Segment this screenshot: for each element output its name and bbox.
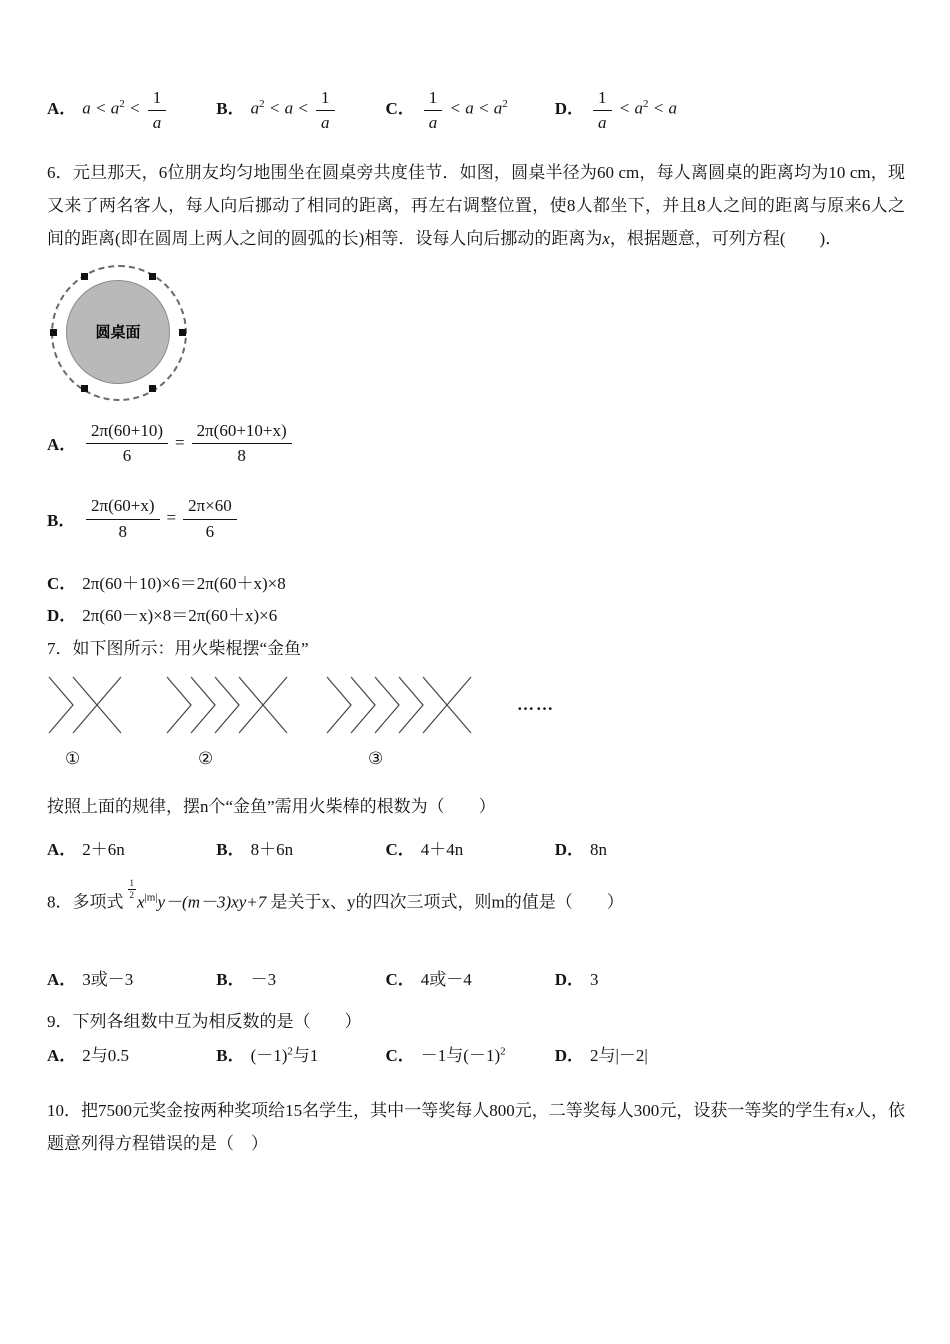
q6-option-a xyxy=(47,419,905,467)
q6-text-part1: 6．元旦那天，6位朋友均匀地围坐在圆桌旁共度佳节．如图，圆桌半径为60 cm，每人离圆桌的距离均为10 cm，现又来了两名客人，每人向后挪动了相同的距离，再左右调整位置，使8人都坐下，并且8人之间的距离与原来6人之间的距离(即在圆周上两人之间的圆弧的长)相等．设每人向后挪动的距离为 xyxy=(47,162,905,248)
option-label: A． xyxy=(47,1045,77,1065)
fraction-denominator: a xyxy=(428,113,438,133)
q10-variable-x: x xyxy=(846,1100,854,1120)
q7-options-row xyxy=(47,833,905,866)
fraction xyxy=(316,86,335,134)
option-text: 8n xyxy=(590,840,608,860)
round-table-figure xyxy=(51,265,189,403)
option-text: 2与|－2| xyxy=(590,1045,648,1065)
fraction-numerator: 1 xyxy=(148,86,167,111)
q8-exponent: |m| xyxy=(144,892,158,905)
fraction-numerator: 1 xyxy=(593,86,612,111)
option-label: B． xyxy=(216,1045,245,1065)
q6-option-d xyxy=(47,600,905,632)
option-text: 3 xyxy=(590,970,599,990)
q8-text-pre: 8．多项式 xyxy=(47,892,124,912)
q10-text xyxy=(47,1094,905,1160)
option-label: C． xyxy=(385,970,415,990)
seat-dot xyxy=(50,329,57,336)
option-label: B． xyxy=(47,510,76,530)
q8-option-a xyxy=(47,964,212,996)
q9-option-c xyxy=(386,1040,551,1072)
table-label: 圆桌面 xyxy=(95,325,141,342)
fraction-denominator: 8 xyxy=(118,521,127,541)
option-text: 3或－3 xyxy=(82,970,134,990)
fraction-denominator: a xyxy=(152,113,162,133)
formula-text: < a < a xyxy=(445,98,503,118)
q7-title: 7．如下图所示：用火柴棍摆“金鱼” xyxy=(47,638,309,658)
option-text: 2π(60＋10)×6＝2π(60＋x)×8 xyxy=(82,573,286,593)
option-text: 4＋4n xyxy=(420,840,464,860)
q9-option-a xyxy=(47,1040,212,1072)
option-text: 8＋6n xyxy=(250,840,294,860)
option-label: A． xyxy=(47,840,77,860)
option-label: A． xyxy=(47,98,77,118)
fraction-numerator: 2π(60+10+x) xyxy=(192,419,292,444)
option-label: A． xyxy=(47,435,77,455)
q5-options-row xyxy=(47,86,905,134)
q6-text-part2: ，根据题意，可列方程( )． xyxy=(609,228,843,248)
q8-formula-rest: y－(m－3)xy+7 xyxy=(157,892,267,912)
q9-option-b xyxy=(216,1040,381,1072)
exponent: 2 xyxy=(500,1044,506,1057)
ellipsis: …… xyxy=(517,694,555,714)
option-label: C． xyxy=(47,573,77,593)
exponent: 2 xyxy=(643,98,649,110)
q5-option-a xyxy=(47,86,212,134)
q8-option-c xyxy=(386,964,551,996)
q10-text-part1: 10．把7500元奖金按两种奖项给15名学生，其中一等奖每人800元，二等奖每人300元，设获一等奖的学生有 xyxy=(47,1100,847,1120)
q7-option-b xyxy=(216,834,381,866)
q7-option-c xyxy=(386,834,551,866)
seat-dot xyxy=(149,273,156,280)
figure-label-2: ② xyxy=(198,748,214,768)
exponent: 2 xyxy=(119,98,125,110)
fraction-denominator: 6 xyxy=(122,446,132,466)
fraction-numerator: 1 xyxy=(129,878,134,889)
q9-option-d xyxy=(555,1040,648,1072)
option-text: 4或－4 xyxy=(420,970,472,990)
seat-dot xyxy=(179,329,186,336)
option-label: C． xyxy=(385,840,415,860)
fish-drawing xyxy=(47,673,497,737)
fraction xyxy=(183,494,237,542)
seat-dot xyxy=(81,273,88,280)
option-label: B． xyxy=(216,840,245,860)
q8-option-b xyxy=(216,964,381,996)
fraction-denominator: a xyxy=(598,113,607,133)
fraction xyxy=(148,86,167,134)
option-label: D． xyxy=(554,970,585,990)
q6-option-c xyxy=(47,568,905,600)
formula-text: < xyxy=(124,98,145,118)
q8-coefficient-fraction xyxy=(128,878,137,900)
q8-base-variable: x xyxy=(137,892,145,912)
option-label: A． xyxy=(47,970,77,990)
matchstick-fish-figure xyxy=(47,673,627,769)
q8-text-post: 是关于x、y的四次三项式，则m的值是（ ） xyxy=(266,892,624,912)
seat-dot xyxy=(149,385,156,392)
option-text: －1与(－1) xyxy=(420,1045,501,1065)
fraction xyxy=(593,86,612,134)
q5-option-b xyxy=(216,86,381,134)
option-label: B． xyxy=(216,98,245,118)
option-text: －3 xyxy=(250,970,277,990)
q6-text xyxy=(47,156,905,255)
fraction-denominator: 8 xyxy=(237,446,246,466)
option-label: C． xyxy=(385,98,415,118)
q5-option-c xyxy=(386,86,551,134)
option-text: (－1) xyxy=(250,1045,288,1065)
q8-option-d xyxy=(555,964,599,996)
q7-option-a xyxy=(47,834,212,866)
fraction-numerator: 1 xyxy=(424,86,443,111)
fraction xyxy=(192,419,292,467)
option-text: 2与0.5 xyxy=(82,1045,130,1065)
option-label: D． xyxy=(554,1045,585,1065)
q5-option-d xyxy=(555,86,677,134)
formula-text: < a xyxy=(648,98,677,118)
exponent: 2 xyxy=(287,1044,293,1057)
formula-text: < a xyxy=(614,98,644,118)
fraction xyxy=(424,86,443,134)
q8-text xyxy=(47,878,905,921)
fraction xyxy=(86,494,160,542)
fraction-numerator: 1 xyxy=(316,86,335,111)
option-text: 与1 xyxy=(292,1045,319,1065)
fraction-denominator: 6 xyxy=(205,521,215,541)
q9-title: 9．下列各组数中互为相反数的是（ ） xyxy=(47,1012,362,1032)
fraction-denominator: 2 xyxy=(129,889,134,900)
q6-variable-x: x xyxy=(602,228,610,248)
formula-text: a < a xyxy=(82,98,120,118)
q6-option-b xyxy=(47,494,905,542)
fraction-denominator: a xyxy=(321,113,330,133)
option-label: B． xyxy=(216,970,245,990)
formula-text: a xyxy=(250,98,260,118)
q10-text-part2: 人，依题意列得方程错误的是（ ） xyxy=(47,1100,906,1153)
option-text: 2＋6n xyxy=(82,840,125,860)
option-label: C． xyxy=(385,1045,415,1065)
q7-question: 按照上面的规律，摆n个“金鱼”需用火柴棒的根数为（ ） xyxy=(47,796,496,816)
option-label: D． xyxy=(47,606,77,626)
fraction-numerator: 2π(60+10) xyxy=(86,419,168,444)
seat-dot xyxy=(81,385,88,392)
equals-sign: = xyxy=(175,432,185,452)
fraction-numerator: 2π×60 xyxy=(183,494,237,519)
option-label: D． xyxy=(554,98,585,118)
q8-options-row xyxy=(47,963,905,996)
exponent: 2 xyxy=(502,98,508,110)
exponent: 2 xyxy=(259,98,265,110)
option-label: D． xyxy=(554,840,585,860)
figure-label-1: ① xyxy=(65,748,81,768)
q9-options-row xyxy=(47,1039,905,1072)
equals-sign: = xyxy=(166,508,177,528)
formula-text: < a < xyxy=(264,98,314,118)
fraction-numerator: 2π(60+x) xyxy=(86,494,160,519)
q7-option-d xyxy=(555,834,607,866)
option-text: 2π(60－x)×8＝2π(60＋x)×6 xyxy=(82,606,278,626)
figure-label-3: ③ xyxy=(368,748,384,768)
fraction xyxy=(86,419,168,467)
table-top-circle xyxy=(66,280,170,384)
